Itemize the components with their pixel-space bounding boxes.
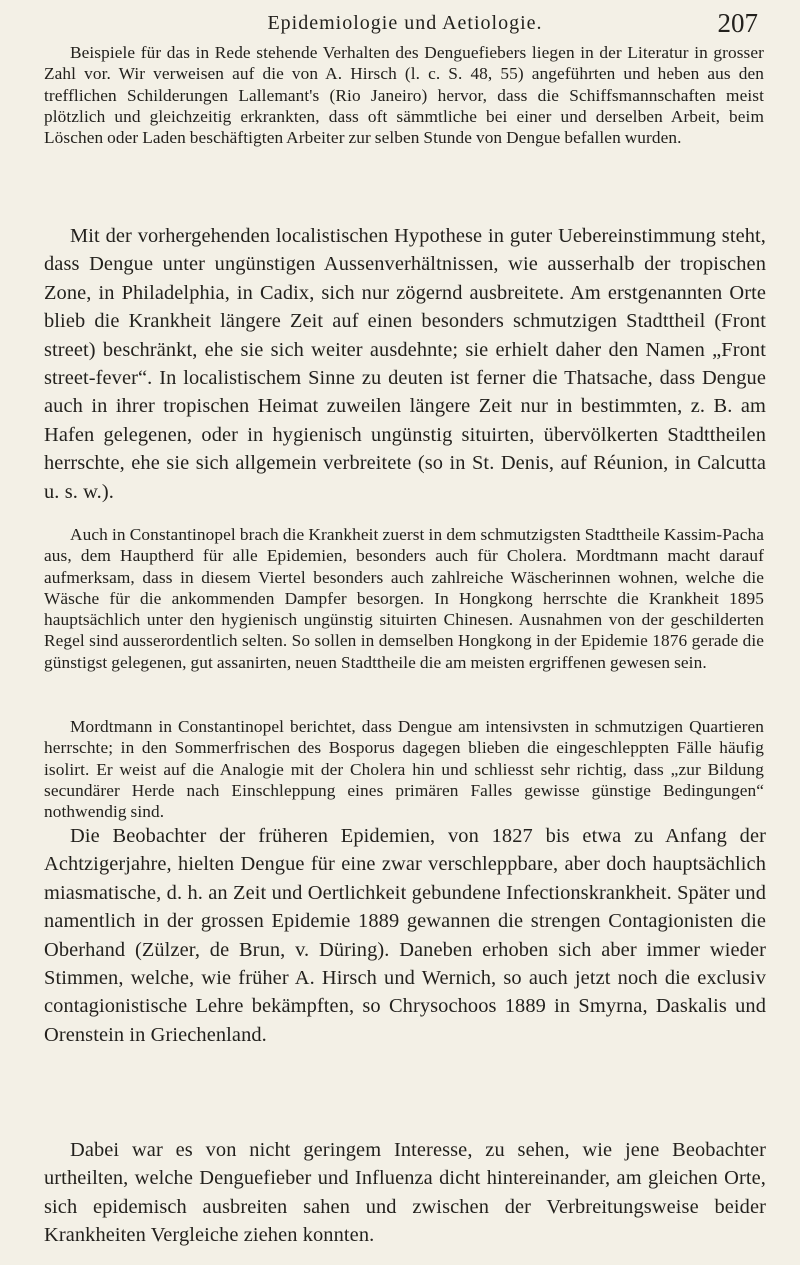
page-number: 207	[717, 8, 758, 38]
paragraph-earlier-observers: Die Beobachter der früheren Epidemien, von 1827 bis etwa zu Anfang der Achtzigerjahre, hielten Dengue für eine zwar verschleppbare, aber doch hauptsächlich miasmatische, d. h. an Zeit und Oertlichkeit gebundene Infectionskrankheit. Später und namentlich in der grossen Epidemie 1889 gewannen die strengen Contagionisten die Oberhand (Zülzer, de Brun, v. Düring). Daneben erhoben sich aber immer wieder Stimmen, welche, wie früher A. Hirsch und Wernich, so auch jetzt noch die exclusiv contagionistische Lehre bekämpften, so Chrysochoos 1889 in Smyrna, Daskalis und Orenstein in Griechenland.	[44, 825, 766, 1046]
paragraph-examples: Beispiele für das in Rede stehende Verhalten des Denguefiebers liegen in der Literatur in grosser Zahl vor. Wir verweisen auf die von A. Hirsch (l. c. S. 48, 55) angeführten und heben aus den trefflichen Schilderungen Lallemant's (Rio Janeiro) hervor, dass die Schiffsmannschaften meist plötzlich und gleichzeitig erkrankten, dass oft sämmtliche bei einer und derselben Arbeit, beim Löschen oder Laden beschäftigten Arbeiter zur selben Stunde von Dengue befallen wurden.	[44, 43, 764, 148]
header-title: Epidemiologie und Aetiologie.	[267, 12, 543, 34]
paragraph-localist-hypothesis: Mit der vorhergehenden localistischen Hypothese in guter Uebereinstimmung steht, dass Dengue unter ungünstigen Aussenverhältnissen, wie ausserhalb der tropischen Zone, in Philadelphia, in Cadix, sich nur zögernd ausbreitete. Am erstgenannten Orte blieb die Krankheit längere Zeit auf einen besonders schmutzigen Stadttheil (Front street) beschränkt, ehe sie sich weiter ausdehnte; sie erhielt daher den Namen „Front street-fever“. In localistischem Sinne zu deuten ist ferner die Thatsache, dass Dengue auch in ihrer tropischen Heimat zuweilen längere Zeit nur in bestimmten, z. B. am Hafen gelegenen, oder in hygienisch ungünstig situirten, übervölkerten Stadttheilen herrschte, ehe sie sich allgemein verbreitete (so in St. Denis, auf Réunion, in Calcutta u. s. w.).	[44, 225, 766, 503]
paragraph-influenza-comparison: Dabei war es von nicht geringem Interesse, zu sehen, wie jene Beobachter urtheilten, welche Denguefieber und Influenza dicht hintereinander, am gleichen Orte, sich epidemisch ausbreiten sahen und zwischen der Verbreitungsweise beider Krankheiten Vergleiche ziehen konnten.	[44, 1139, 766, 1247]
paragraph-constantinople: Auch in Constantinopel brach die Krankheit zuerst in dem schmutzigsten Stadttheile Kassim-Pacha aus, dem Hauptherd für alle Epidemien, besonders auch für Cholera. Mordtmann macht darauf aufmerksam, dass in diesem Viertel besonders auch zahlreiche Wäscherinnen wohnen, welche die Wäsche für die ankommenden Dampfer besorgen. In Hongkong herrschte die Krankheit 1895 hauptsächlich unter den hygienisch ungünstig situirten Chinesen. Ausnahmen von der geschilderten Regel sind ausserordentlich selten. So sollen in demselben Hongkong in der Epidemie 1876 gerade die günstigst gelegenen, gut assanirten, neuen Stadttheile die am meisten ergriffenen gewesen sein.	[44, 525, 764, 672]
running-header	[40, 8, 770, 38]
paragraph-mordtmann: Mordtmann in Constantinopel berichtet, dass Dengue am intensivsten in schmutzigen Quartieren herrschte; in den Sommerfrischen des Bosporus dagegen blieben die eingeschleppten Fälle häufig isolirt. Er weist auf die Analogie mit der Cholera hin und schliesst sehr richtig, dass „zur Bildung secundärer Herde nach Einschleppung eines primären Falles gewisse günstige Bedingungen“ nothwendig sind.	[44, 717, 764, 822]
